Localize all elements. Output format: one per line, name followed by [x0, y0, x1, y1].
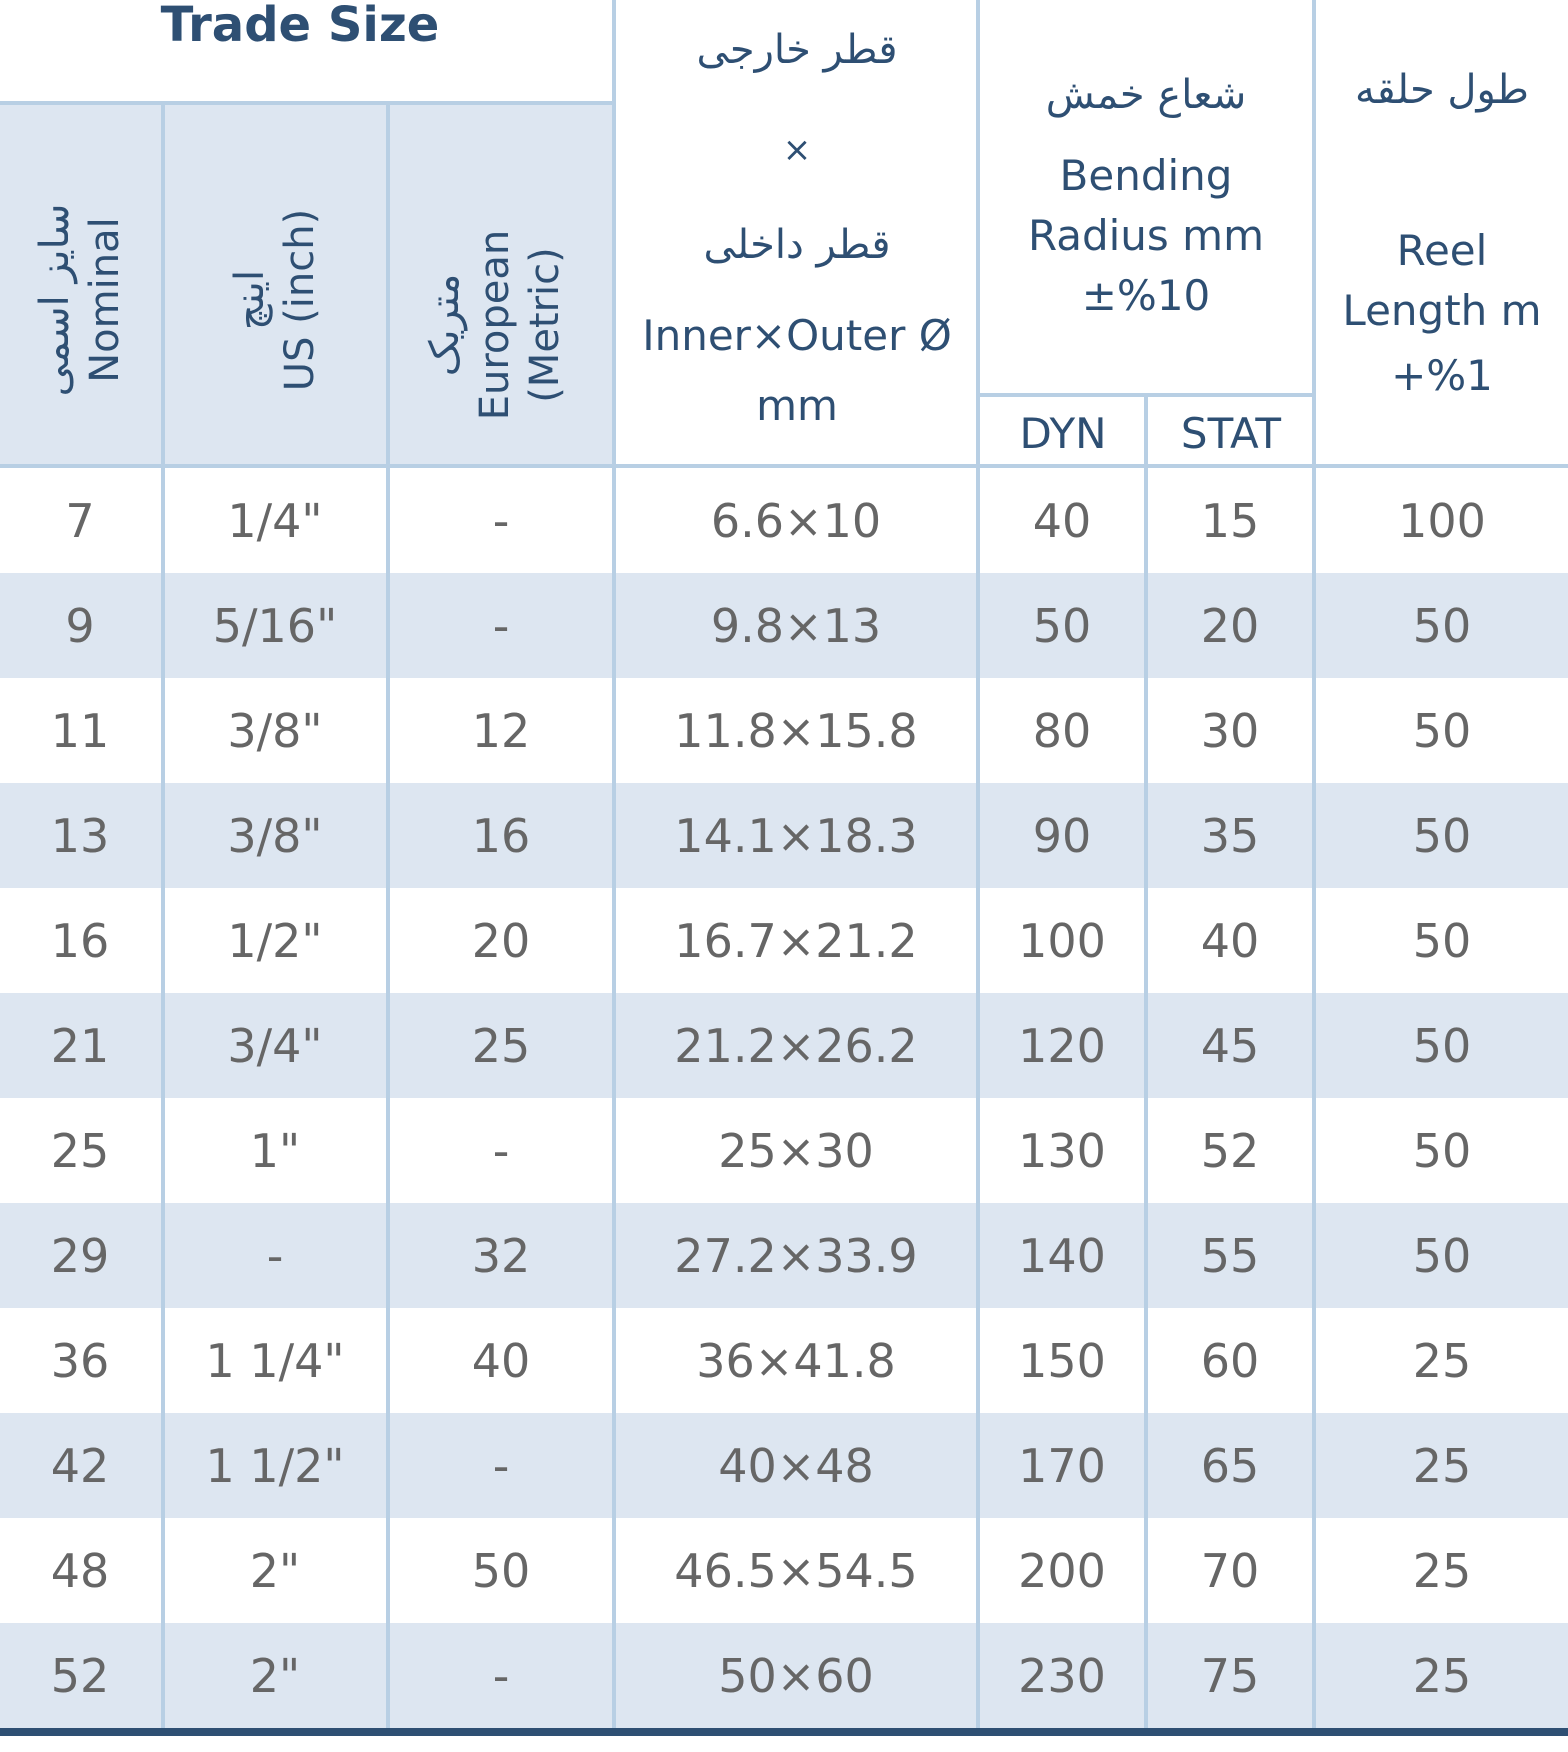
- cell-diameter: 50×60: [718, 1648, 874, 1703]
- cell-nominal: 36: [50, 1333, 110, 1388]
- european-metric-header: [405, 170, 585, 480]
- cell-diameter: 11.8×15.8: [674, 703, 918, 758]
- bending-radius-en2: Radius mm: [1027, 210, 1264, 260]
- cell-reel-length: 50: [1412, 808, 1472, 863]
- cell-us-inch: 3/8": [227, 808, 323, 863]
- european-metric-header-en2: (Metric): [522, 247, 568, 403]
- cell-stat: 35: [1200, 808, 1260, 863]
- reel-length-fa: طول حلقه: [1355, 67, 1529, 113]
- cell-nominal: 16: [50, 913, 110, 968]
- cell-european: -: [492, 1123, 510, 1178]
- cell-us-inch: 5/16": [212, 598, 338, 653]
- reel-length-en2: Length m: [1342, 285, 1542, 335]
- dyn-header: DYN: [1019, 408, 1107, 458]
- cell-stat: 45: [1200, 1018, 1260, 1073]
- cell-nominal: 29: [50, 1228, 110, 1283]
- cell-stat: 40: [1200, 913, 1260, 968]
- cell-reel-length: 50: [1412, 598, 1472, 653]
- reel-length-en1: Reel: [1396, 225, 1488, 275]
- cell-nominal: 21: [50, 1018, 110, 1073]
- cell-diameter: 40×48: [718, 1438, 874, 1493]
- cell-dyn: 150: [1018, 1333, 1106, 1388]
- cell-reel-length: 25: [1412, 1543, 1472, 1598]
- us-inch-header-en: US (inch): [277, 208, 323, 392]
- trade-size-title: Trade Size: [160, 0, 440, 53]
- cell-dyn: 100: [1018, 913, 1106, 968]
- cell-european: -: [492, 1438, 510, 1493]
- european-metric-header-en: European: [472, 229, 518, 421]
- cell-us-inch: 3/8": [227, 703, 323, 758]
- cell-dyn: 80: [1032, 703, 1092, 758]
- cell-us-inch: 2": [249, 1543, 301, 1598]
- european-metric-header-fa: متریک: [422, 273, 468, 377]
- cell-nominal: 9: [65, 598, 95, 653]
- cell-diameter: 36×41.8: [696, 1333, 896, 1388]
- cell-european: -: [492, 1648, 510, 1703]
- cell-reel-length: 25: [1412, 1438, 1472, 1493]
- cell-european: 20: [471, 913, 531, 968]
- cell-dyn: 230: [1018, 1648, 1106, 1703]
- cell-diameter: 46.5×54.5: [674, 1543, 918, 1598]
- cell-diameter: 6.6×10: [710, 493, 882, 548]
- cell-reel-length: 25: [1412, 1648, 1472, 1703]
- cell-us-inch: 1/2": [227, 913, 323, 968]
- cell-us-inch: -: [266, 1228, 284, 1283]
- inner-outer-diameter-en: Inner×Outer Ø: [642, 310, 952, 360]
- bending-radius-tolerance: ±%10: [1081, 270, 1211, 320]
- nominal-header-en: Nominal: [82, 217, 128, 383]
- cell-european: 40: [471, 1333, 531, 1388]
- cell-stat: 60: [1200, 1333, 1260, 1388]
- cell-dyn: 130: [1018, 1123, 1106, 1178]
- outer-diameter-fa: قطر خارجی: [696, 27, 898, 73]
- cell-us-inch: 3/4": [227, 1018, 323, 1073]
- cell-nominal: 13: [50, 808, 110, 863]
- table-bottom-rule: [0, 1728, 1568, 1736]
- cell-stat: 52: [1200, 1123, 1260, 1178]
- cell-stat: 65: [1200, 1438, 1260, 1493]
- trade-size-underline: [0, 101, 616, 105]
- cell-european: 16: [471, 808, 531, 863]
- cell-european: 12: [471, 703, 531, 758]
- cell-dyn: 200: [1018, 1543, 1106, 1598]
- cell-diameter: 25×30: [718, 1123, 874, 1178]
- diameter-unit-mm: mm: [756, 380, 838, 430]
- cell-stat: 20: [1200, 598, 1260, 653]
- cell-diameter: 27.2×33.9: [674, 1228, 918, 1283]
- cell-diameter: 14.1×18.3: [674, 808, 918, 863]
- nominal-header-fa: سایز اسمی: [32, 203, 78, 397]
- us-inch-header-fa: اینچ: [227, 269, 273, 331]
- cell-dyn: 120: [1018, 1018, 1106, 1073]
- cell-reel-length: 50: [1412, 703, 1472, 758]
- cell-dyn: 40: [1032, 493, 1092, 548]
- cell-reel-length: 50: [1412, 1228, 1472, 1283]
- cell-stat: 30: [1200, 703, 1260, 758]
- cell-stat: 55: [1200, 1228, 1260, 1283]
- cell-nominal: 48: [50, 1543, 110, 1598]
- cell-european: 25: [471, 1018, 531, 1073]
- cell-dyn: 140: [1018, 1228, 1106, 1283]
- cell-us-inch: 1 1/2": [205, 1438, 345, 1493]
- cell-nominal: 25: [50, 1123, 110, 1178]
- cell-european: 50: [471, 1543, 531, 1598]
- cell-stat: 70: [1200, 1543, 1260, 1598]
- cell-nominal: 7: [65, 493, 95, 548]
- nominal-header: [25, 155, 135, 445]
- inner-diameter-fa: قطر داخلی: [703, 222, 891, 268]
- cell-stat: 15: [1200, 493, 1260, 548]
- cell-reel-length: 25: [1412, 1333, 1472, 1388]
- cell-reel-length: 50: [1412, 1123, 1472, 1178]
- stat-header: STAT: [1180, 408, 1282, 458]
- cell-diameter: 21.2×26.2: [674, 1018, 918, 1073]
- cell-reel-length: 50: [1412, 1018, 1472, 1073]
- cell-european: 32: [471, 1228, 531, 1283]
- cell-us-inch: 1 1/4": [205, 1333, 345, 1388]
- cell-dyn: 90: [1032, 808, 1092, 863]
- cell-stat: 75: [1200, 1648, 1260, 1703]
- cell-european: -: [492, 598, 510, 653]
- cell-us-inch: 2": [249, 1648, 301, 1703]
- diameter-times: ×: [782, 129, 812, 170]
- reel-length-tolerance: +%1: [1391, 350, 1493, 400]
- cell-reel-length: 100: [1398, 493, 1486, 548]
- bending-radius-en1: Bending: [1059, 150, 1233, 200]
- cell-dyn: 50: [1032, 598, 1092, 653]
- cell-dyn: 170: [1018, 1438, 1106, 1493]
- cell-diameter: 16.7×21.2: [674, 913, 918, 968]
- bending-radius-fa: شعاع خمش: [1045, 72, 1247, 118]
- cell-reel-length: 50: [1412, 913, 1472, 968]
- cell-us-inch: 1/4": [227, 493, 323, 548]
- us-inch-header: [220, 155, 330, 445]
- cell-us-inch: 1": [249, 1123, 301, 1178]
- cell-nominal: 42: [50, 1438, 110, 1493]
- cell-nominal: 11: [50, 703, 110, 758]
- cell-diameter: 9.8×13: [710, 598, 882, 653]
- cell-european: -: [492, 493, 510, 548]
- cell-nominal: 52: [50, 1648, 110, 1703]
